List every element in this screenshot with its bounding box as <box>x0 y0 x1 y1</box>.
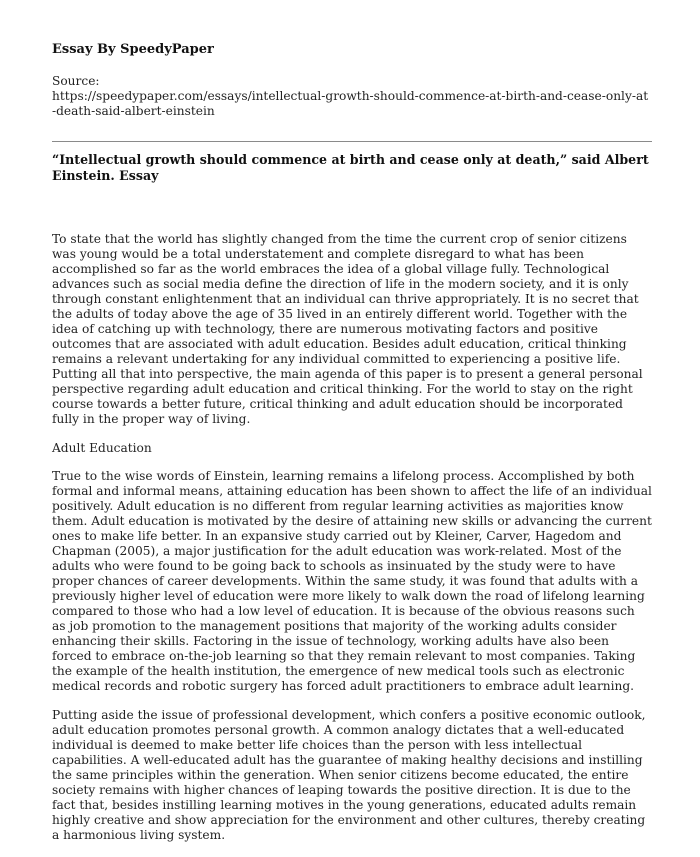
intro-paragraph: To state that the world has slightly changed from the time the current crop of senior citizens was young would be a total understatement and complete disregard to what has been accomplished so far as the world embraces the idea of a global village fully. Technological advances such as social media define the direction of life in the modern society, and it is only through constant enlightenment that an individual can thrive appropriately. It is no secret that the adults of today above the age of 35 lived in an entirely different world. Together with the idea of catching up with technology, there are numerous motivating factors and positive outcomes that are associated with adult education. Besides adult education, critical thinking remains a relevant undertaking for any individual committed to experiencing a positive life. Putting all that into perspective, the main agenda of this paper is to present a general personal perspective regarding adult education and critical thinking. For the world to stay on the right course towards a better future, critical thinking and adult education should be incorporated fully in the proper way of living. <box>52 232 643 426</box>
document-page <box>52 42 652 857</box>
section-heading-adult-education: Adult Education <box>52 441 152 455</box>
source-block <box>52 74 652 119</box>
body-paragraph-1: True to the wise words of Einstein, learning remains a lifelong process. Accomplished by both formal and informal means, attaining education has been shown to affect the life of an individual positively. Adult education is no different from regular learning activities as majorities know them. Adult education is motivated by the desire of attaining new skills or advancing the current ones to make life better. In an expansive study carried out by Kleiner, Carver, Hagedom and Chapman (2005), a major justification for the adult education was work-related. Most of the adults who were found to be going back to schools as insinuated by the study were to have proper chances of career developments. Within the same study, it was found that adults with a previously higher level of education were more likely to walk down the road of lifelong learning compared to those who had a low level of education. It is because of the obvious reasons such as job promotion to the management positions that majority of the working adults consider enhancing their skills. Factoring in the issue of technology, working adults have also been forced to embrace on-the-job learning so that they remain relevant to most companies. Taking the example of the health institution, the emergence of new medical tools such as electronic medical records and robotic surgery has forced adult practitioners to embrace adult learning. <box>52 469 652 693</box>
essay-title: “Intellectual growth should commence at birth and cease only at death,” said Albert Einstein. Essay <box>52 152 649 183</box>
body-paragraph-2: Putting aside the issue of professional development, which confers a positive economic outlook, adult education promotes personal growth. A common analogy dictates that a well-educated individual is deemed to make better life choices than the person with less intellectual capabilities. A well-educated adult has the guarantee of making healthy decisions and instilling the same principles within the generation. When senior citizens become educated, the entire society remains with higher chances of leaping towards the positive direction. It is due to the fact that, besides instilling learning motives in the young generations, educated adults remain highly creative and show appreciation for the environment and other cultures, thereby creating a harmonious living system. <box>52 708 646 842</box>
site-title: Essay By SpeedyPaper <box>52 42 214 57</box>
source-url-link[interactable]: https://speedypaper.com/essays/intellectual-growth-should-commence-at-birth-and-cease-only-at-death-said-albert-einstein <box>52 89 649 118</box>
source-label: Source: <box>52 74 100 88</box>
header-divider <box>52 141 652 142</box>
